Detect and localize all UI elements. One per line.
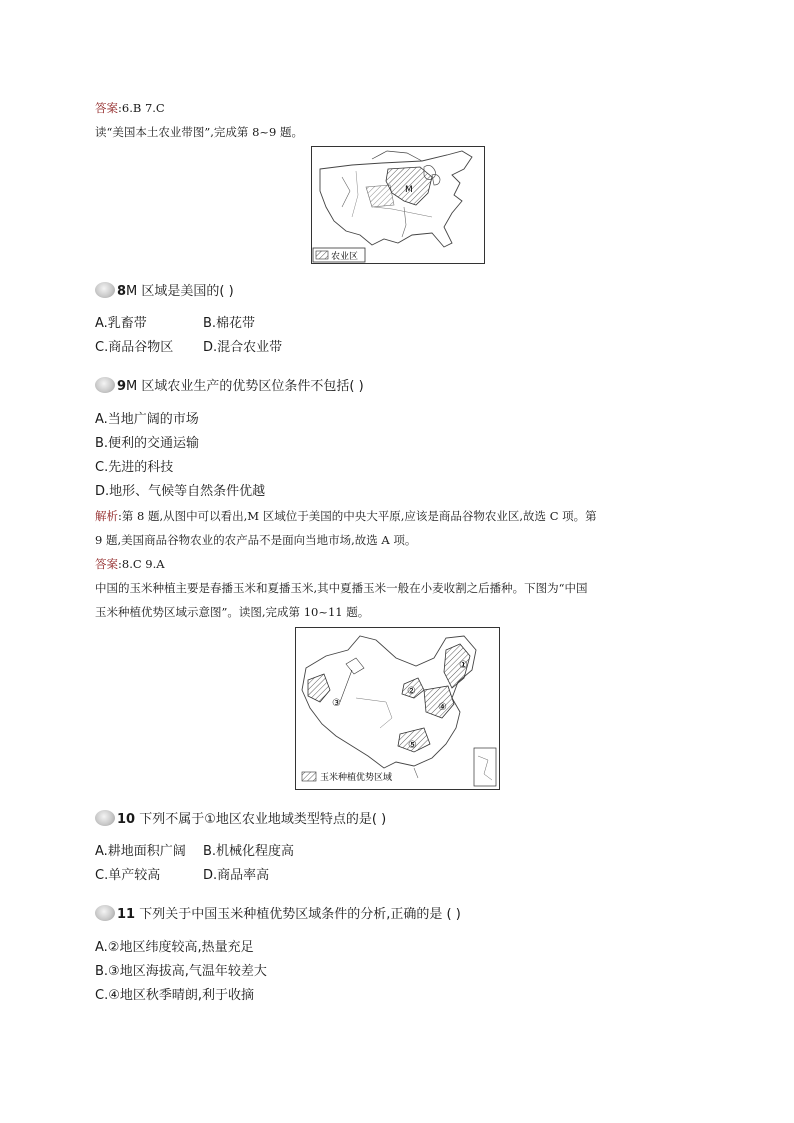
us-map-drawing — [312, 147, 484, 263]
china-map-legend: 玉米种植优势区域 — [320, 773, 393, 783]
question-9 — [95, 377, 364, 397]
question-8 — [95, 282, 234, 302]
question-stem: 下列不属于①地区农业地域类型特点的是( ) — [139, 812, 387, 827]
q10-option-c: C.单产较高 — [95, 868, 161, 883]
explanation-text-1: :第 8 题,从图中可以看出,M 区域位于美国的中央大平原,应该是商品谷物农业区,故选 C 项。第 — [118, 509, 597, 523]
q10-option-a: A.耕地面积广阔 — [95, 844, 186, 859]
q8-option-d: D.混合农业带 — [203, 340, 283, 355]
question-number: 8 — [117, 284, 127, 299]
q9-option-b: B.便利的交通运输 — [95, 436, 200, 451]
answer-line-1 — [95, 99, 165, 117]
intro-10-11-line-1: 中国的玉米种植主要是春播玉米和夏播玉米,其中夏播玉米一般在小麦收割之后播种。下图为“中国 — [95, 581, 588, 595]
us-agriculture-map — [311, 146, 485, 264]
explanation-line-1 — [95, 507, 597, 525]
question-stem: M 区域农业生产的优势区位条件不包括( ) — [126, 379, 364, 394]
answer-label: 答案 — [95, 101, 118, 115]
question-number: 10 — [117, 812, 136, 827]
q11-option-b: B.③地区海拔高,气温年较差大 — [95, 964, 267, 979]
china-map-drawing — [296, 628, 499, 789]
question-11 — [95, 905, 461, 925]
intro-10-11-line-2: 玉米种植优势区域示意图”。读图,完成第 10~11 题。 — [95, 605, 370, 619]
answer-text: :8.C 9.A — [118, 557, 165, 571]
china-corn-map — [295, 627, 500, 790]
china-marker-1: ① — [459, 660, 468, 671]
us-map-legend: 农业区 — [331, 252, 359, 262]
q9-option-c: C.先进的科技 — [95, 460, 174, 475]
q8-option-b: B.棉花带 — [203, 316, 256, 331]
question-10 — [95, 810, 386, 830]
intro-8-9: 读“美国本土农业带图”,完成第 8~9 题。 — [95, 125, 303, 139]
q9-option-d: D.地形、气候等自然条件优越 — [95, 484, 266, 499]
question-number: 11 — [117, 907, 136, 922]
explanation-line-2: 9 题,美国商品谷物农业的农产品不是面向当地市场,故选 A 项。 — [95, 533, 417, 547]
q11-option-c: C.④地区秋季晴朗,利于收摘 — [95, 988, 254, 1003]
china-marker-2: ② — [407, 686, 416, 697]
q8-option-a: A.乳畜带 — [95, 316, 147, 331]
answer-line-2 — [95, 555, 165, 573]
q11-option-a: A.②地区纬度较高,热量充足 — [95, 940, 254, 955]
q8-option-c: C.商品谷物区 — [95, 340, 174, 355]
bubble-icon — [95, 810, 115, 826]
explanation-label: 解析 — [95, 509, 118, 523]
q10-option-d: D.商品率高 — [203, 868, 270, 883]
china-marker-5: ⑤ — [408, 740, 417, 751]
q10-option-b: B.机械化程度高 — [203, 844, 295, 859]
bubble-icon — [95, 905, 115, 921]
question-number: 9 — [117, 379, 127, 394]
china-marker-3: ③ — [332, 698, 341, 709]
map-marker-m: M — [405, 185, 413, 195]
answer-text: :6.B 7.C — [118, 101, 165, 115]
answer-label: 答案 — [95, 557, 118, 571]
q9-option-a: A.当地广阔的市场 — [95, 412, 199, 427]
bubble-icon — [95, 282, 115, 298]
question-stem: 下列关于中国玉米种植优势区域条件的分析,正确的是 ( ) — [139, 907, 461, 922]
china-marker-4: ④ — [438, 702, 447, 713]
question-stem: M 区域是美国的( ) — [126, 284, 234, 299]
bubble-icon — [95, 377, 115, 393]
